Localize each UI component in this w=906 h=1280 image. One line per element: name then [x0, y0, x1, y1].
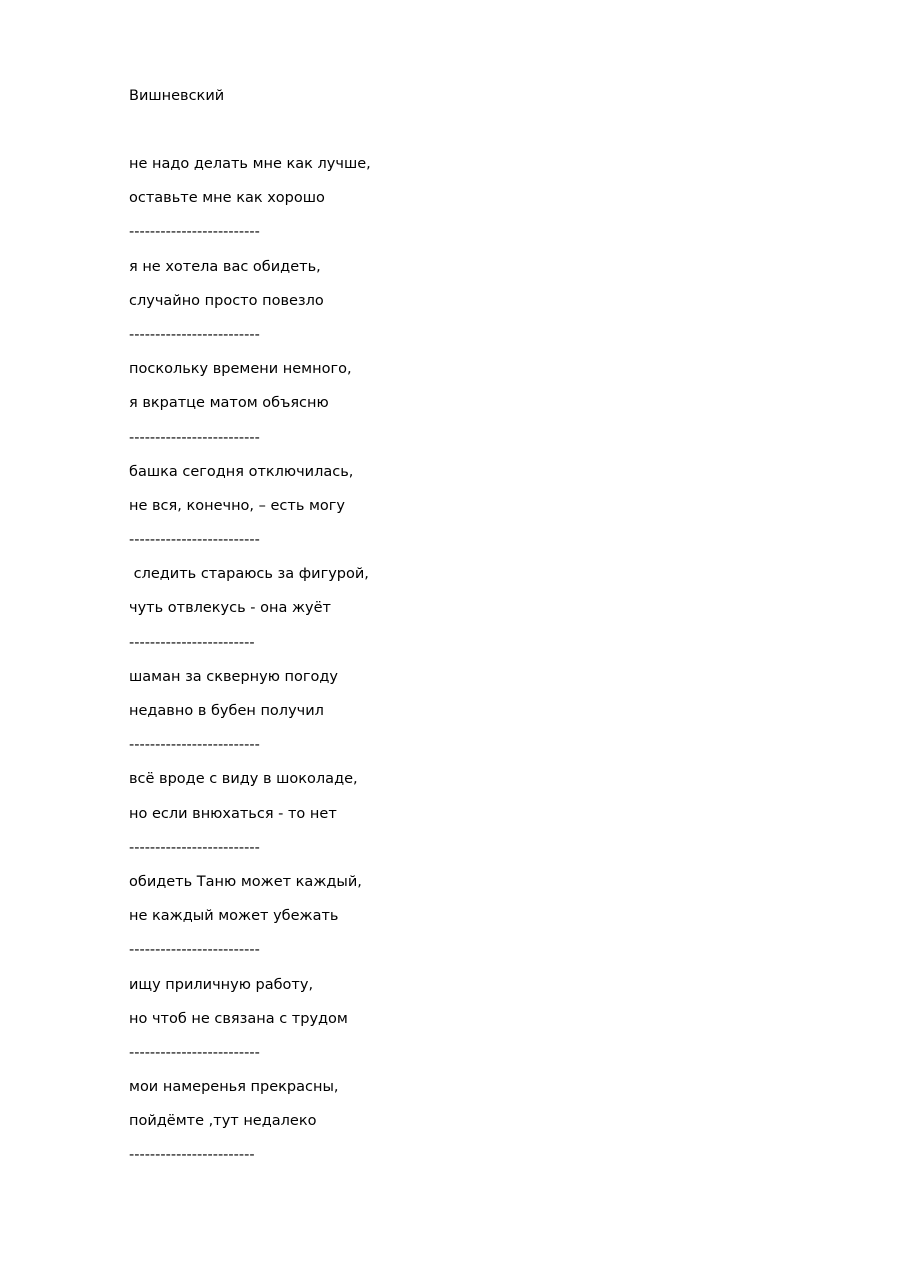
poem-line: башка сегодня отключилась,	[129, 463, 354, 480]
stanza-separator: -------------------------	[129, 942, 260, 959]
poem-line: следить стараюсь за фигурой,	[129, 566, 369, 583]
poem-line: но если внюхаться - то нет	[129, 805, 337, 822]
stanza-separator: -------------------------	[129, 326, 260, 343]
stanza-separator: -------------------------	[129, 429, 260, 446]
poem-line: недавно в бубен получил	[129, 703, 324, 719]
stanza-separator: ------------------------	[129, 634, 255, 651]
poem-line: я вкратце матом объясню	[129, 395, 329, 412]
poem-body	[129, 154, 371, 1180]
poem-line: мои намеренья прекрасны,	[129, 1079, 339, 1096]
stanza-separator: -------------------------	[129, 532, 260, 549]
poem-line: но чтоб не связана с трудом	[129, 1010, 348, 1027]
stanza-separator: -------------------------	[129, 224, 260, 241]
poem-line: обидеть Таню может каждый,	[129, 873, 362, 890]
stanza-separator: ------------------------	[129, 1147, 255, 1164]
poem-line: пойдёмте ,тут недалеко	[129, 1113, 317, 1130]
poem-line: не каждый может убежать	[129, 908, 339, 925]
poem-line: оставьте мне как хорошо	[129, 190, 325, 207]
poem-line: не вся, конечно, – есть могу	[129, 497, 345, 514]
poem-line: шаман за скверную погоду	[129, 668, 338, 685]
poem-line: поскольку времени немного,	[129, 361, 352, 378]
stanza-separator: -------------------------	[129, 839, 260, 856]
stanza-separator: -------------------------	[129, 1044, 260, 1061]
stanza-separator: -------------------------	[129, 737, 260, 754]
author-name: Вишневский	[129, 88, 225, 104]
poem-line: случайно просто повезло	[129, 292, 324, 309]
poem-line: не надо делать мне как лучше,	[129, 156, 371, 172]
poem-line: чуть отвлекусь - она жуёт	[129, 600, 331, 617]
poem-line: всё вроде с виду в шоколаде,	[129, 771, 358, 788]
poem-line: я не хотела вас обидеть,	[129, 258, 321, 275]
poem-line: ищу приличную работу,	[129, 976, 314, 993]
